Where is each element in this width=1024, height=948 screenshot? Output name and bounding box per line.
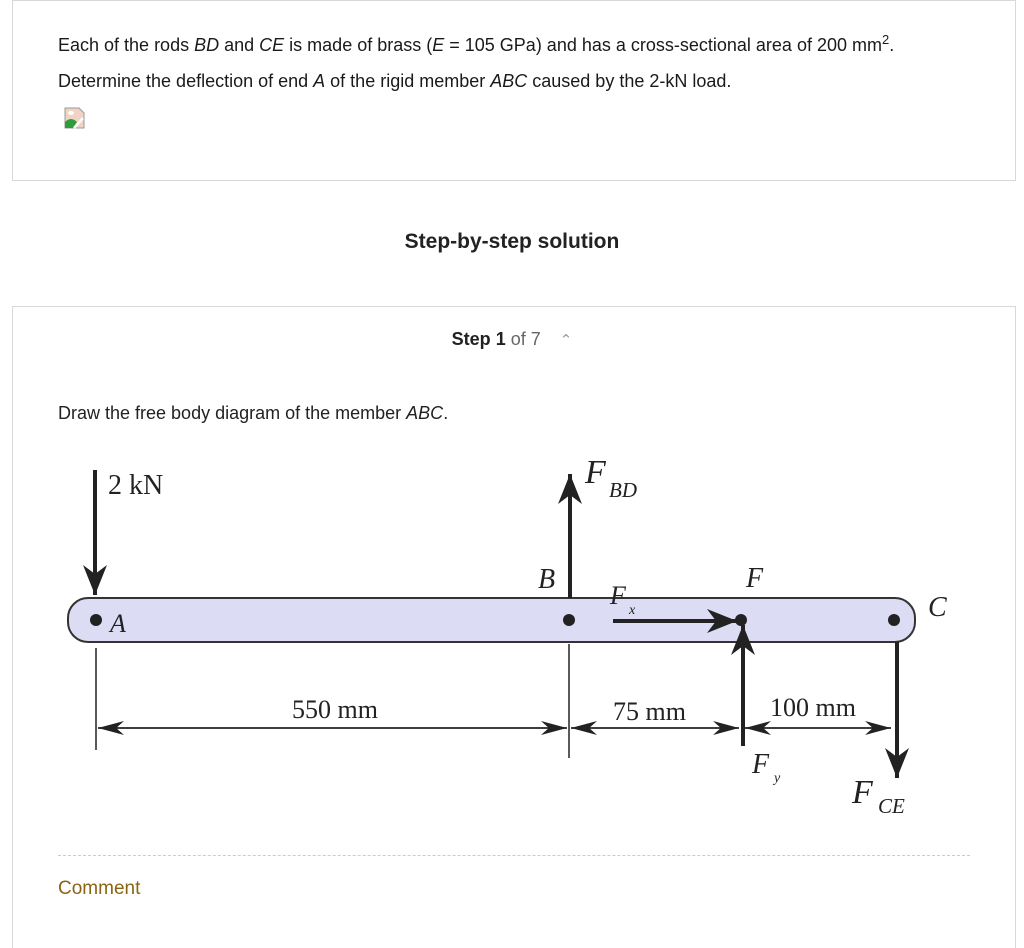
step-total: of 7: [510, 329, 541, 349]
comment-link[interactable]: Comment: [58, 878, 141, 899]
step-label: Step: [451, 329, 491, 349]
label-a: A: [110, 609, 126, 638]
label-b: B: [538, 564, 556, 595]
question-part: E: [432, 35, 445, 55]
label-f: F: [746, 563, 764, 594]
question-part: = 105 GPa) and has a cross-sectional area of 200 mm: [444, 35, 882, 55]
rigid-member-abc: [68, 598, 915, 642]
solution-title: Step-by-step solution: [404, 230, 620, 253]
question-part: is made of brass (: [284, 35, 433, 55]
question-part: . Determine the deflection of end: [58, 35, 895, 91]
dimension-75: 75 mm: [613, 697, 686, 726]
question-part: Each of the rods: [58, 35, 195, 55]
fbd-label: F: [585, 454, 606, 491]
instruction-end: .: [443, 403, 449, 423]
pin-b: [563, 614, 575, 626]
load-label: 2 kN: [108, 470, 164, 501]
dimension-550: 550 mm: [292, 695, 378, 724]
question-part: caused by the 2-kN load.: [527, 71, 732, 91]
instruction-member: ABC: [406, 403, 444, 423]
instruction-text: Draw the free body diagram of the member: [58, 403, 407, 423]
question-part: CE: [259, 35, 285, 55]
step-current: 1: [495, 329, 506, 349]
question-part: 2: [881, 32, 890, 47]
fce-label: F: [852, 774, 873, 811]
fx-subscript: x: [629, 603, 636, 618]
pin-a: [90, 614, 102, 626]
fy-label: F: [752, 749, 770, 780]
question-part: BD: [194, 35, 220, 55]
question-part: ABC: [490, 71, 528, 91]
chevron-up-icon[interactable]: ⌃: [559, 332, 573, 349]
divider: [58, 855, 970, 856]
fbd-subscript: BD: [609, 478, 637, 502]
fce-subscript: CE: [878, 794, 905, 818]
question-part: A: [313, 71, 326, 91]
question-part: and: [219, 35, 260, 55]
question-part: of the rigid member: [325, 71, 491, 91]
label-c: C: [928, 592, 947, 623]
fy-subscript: y: [774, 771, 781, 786]
fx-label: F: [610, 581, 626, 610]
dimension-100: 100 mm: [770, 693, 856, 722]
pin-c: [888, 614, 900, 626]
